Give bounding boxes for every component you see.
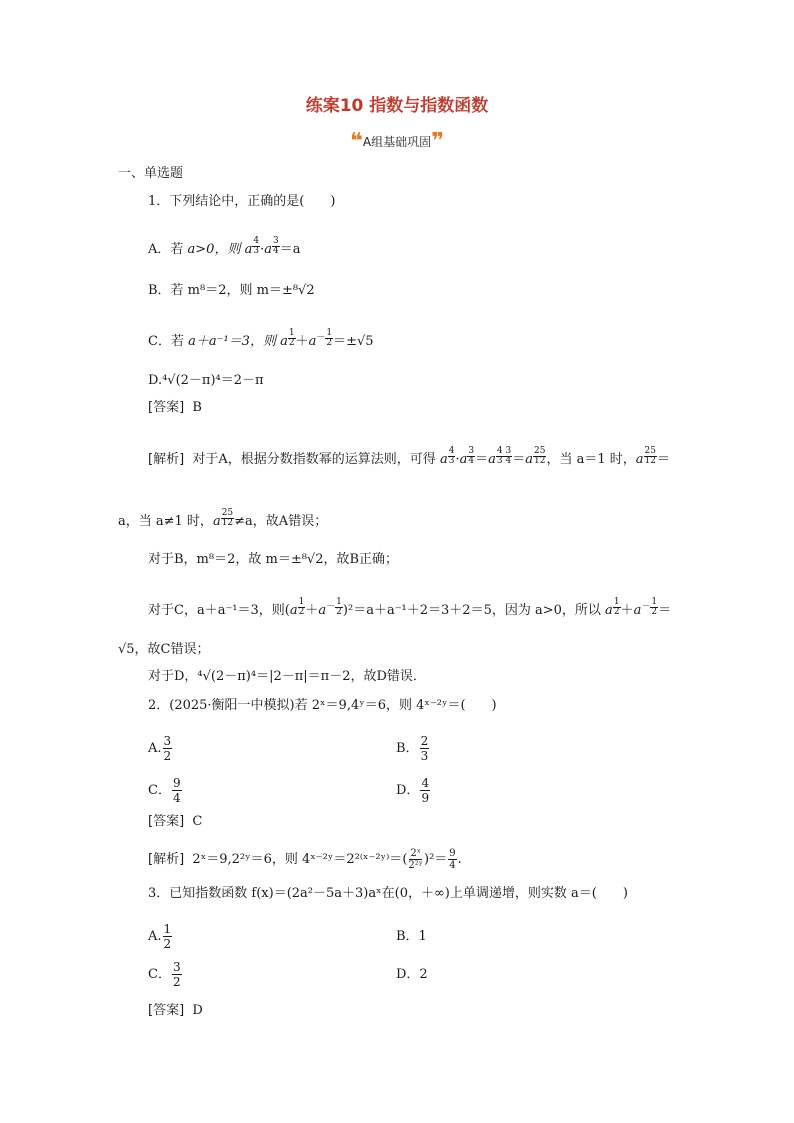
q1-analysis-line3: 对于B，m⁸＝2，故 m＝±⁸√2，故B正确； [148,552,399,567]
q2-option-b: B． $\frac{2}{3}$ [396,734,429,763]
section-heading: 一、单选题 [118,166,184,181]
q1-analysis-line1: [解析] 对于A，根据分数指数幂的运算法则，可得 a $\frac{4}{3}$ ·a $\frac{3}{4}$ ＝a $\frac{4 3}{3 4}$ ＝a $\frac{25}{12}$ ，当 a＝1 时，a $\frac{25}{12}$ ＝ [148,446,670,467]
q2-stem: 2．(2025·衡阳一中模拟)若 2ˣ＝9,4ʸ＝6，则 4ˣ⁻²ʸ＝( ) [148,698,497,713]
q1-option-a: A．若 a>0，则 a $\frac{4}{3}$ ·a $\frac{3}{4}$ ＝a [148,236,301,257]
q2-answer: [答案] C [148,814,203,829]
close-quote-icon: ❞ [431,129,445,154]
q1-analysis-line4: 对于C，a＋a⁻¹＝3，则(a $\frac{1}{2}$ ＋a－ $\frac{1}{2}$ )²＝a＋a⁻¹＋2＝3＋2＝5，因为 a>0，所以 a $\frac{1}{2}$ ＋a－ $\frac{1}{2}$ ＝ [148,597,672,618]
q1-analysis-line6: 对于D，⁴√(2－π)⁴＝|2－π|＝π－2，故D错误． [148,669,426,684]
q1-analysis-line2: a，当 a≠1 时，a $\frac{25}{12}$ ≠a，故A错误； [118,508,328,529]
q3-answer: [答案] D [148,1003,203,1018]
q3-option-c: C． $\frac{3}{2}$ [148,960,181,989]
group-heading [0,129,794,154]
q3-option-b: B．1 [396,929,427,944]
q1-option-d: D.⁴√(2－π)⁴＝2－π [148,373,264,388]
open-quote-icon: ❝ [349,129,363,154]
q1-analysis-line5: √5，故C错误； [118,642,210,657]
q3-stem: 3．已知指数函数 f(x)＝(2a²－5a＋3)aˣ在(0，＋∞)上单调递增，则实数 a＝( ) [148,886,628,901]
q2-option-a: A. $\frac{3}{2}$ [148,734,172,763]
q3-options-row1 [148,922,548,951]
q1-stem: 1．下列结论中，正确的是( ) [148,194,336,209]
q2-options-row1 [148,734,548,763]
q1-answer: [答案] B [148,400,202,415]
q2-option-d: D． $\frac{4}{9}$ [396,776,430,805]
q2-option-c: C． $\frac{9}{4}$ [148,776,181,805]
q1-option-b: B．若 m⁸＝2，则 m＝±⁸√2 [148,283,315,298]
q3-option-d: D．2 [396,967,428,982]
q3-options-row2 [148,960,548,989]
group-label: A组基础巩固 [362,135,432,149]
page-title: 练案10 指数与指数函数 [305,96,489,116]
q2-options-row2 [148,776,548,805]
q2-analysis: [解析] 2ˣ＝9,2²ʸ＝6，则 4ˣ⁻²ʸ＝2²⁽ˣ⁻²ʸ⁾＝( $\frac{\text{2ˣ}}{\text{2²ʸ}}$ )²＝ $\frac{9}{4}$ . [148,848,462,871]
q1-option-c: C．若 a＋a⁻¹＝3，则 a $\frac{1}{2}$ ＋a－ $\frac{1}{2}$ ＝±√5 [148,328,374,349]
q3-option-a: A. $\frac{1}{2}$ [148,922,172,951]
